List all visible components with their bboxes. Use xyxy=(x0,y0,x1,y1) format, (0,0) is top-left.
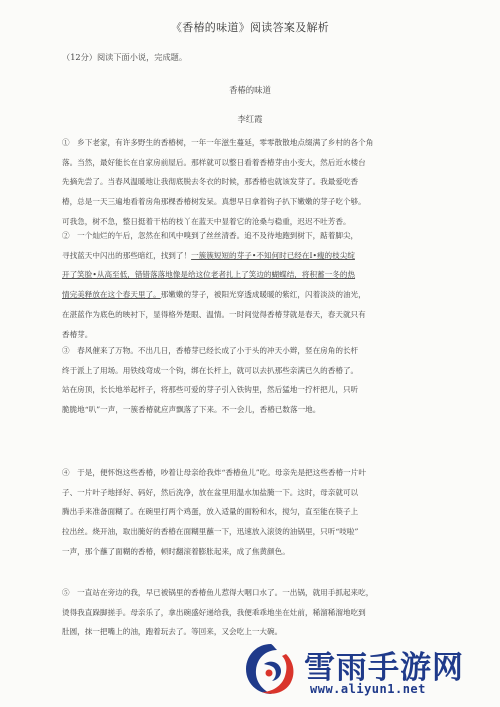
text-line: 腾出手来准备面糊了。在碗里打两个鸡蛋，放入适量的面粉和水，搅匀，直至能在筷子上 xyxy=(62,507,359,517)
underlined-sentence: 一簇簇短短的芽子•不知何时已经在Ⅰ•瘦的枝尖绽 xyxy=(191,250,355,260)
watermark-url: www.aliyun1.net xyxy=(310,682,426,696)
text-line: 椿，总是一天三遍地看着房角那棵香椿树发呆。真想早日拿着钩子扒下嫩嫩的芽子吃个够。 xyxy=(62,197,366,207)
text-line: 终于派上了用场。用铁线弯成一个钩，绑在长杆上，就可以去扒那些亲满已久的香椿了。 xyxy=(62,365,359,375)
story-author: 李红霞 xyxy=(237,114,263,124)
text-segment: 寻找蓝天中闪出的那些暗红，找到了！ xyxy=(62,250,192,260)
text-line: 一声，那个蘸了面糊的香椿，顿时翻滚着膨胀起来，成了焦黄颜色。 xyxy=(62,546,290,556)
text-line xyxy=(62,246,446,266)
swirl-logo-icon xyxy=(242,640,300,698)
text-segment: 那嫩嫩的芽子，被阳光穿透成暖暖的紫红，闪着淡淡的油光， xyxy=(160,290,366,300)
site-watermark xyxy=(238,634,500,707)
text-line: 烫得我直跺脚搓手。母亲乐了，拿出碗盛好递给我，我便乖乖地坐在灶前，稀溜稀溜地吃到 xyxy=(62,607,366,617)
watermark-site-name: 雪雨手游网 xyxy=(304,650,464,686)
text-line: 在湛蓝作为底色的映衬下，显得格外楚眼、温情。一时间觉得香椿芽就是春天，春天就只有 xyxy=(62,309,366,319)
story-title: 香椿的味道 xyxy=(229,85,271,95)
paragraph-1 xyxy=(62,133,446,232)
text-line xyxy=(62,285,446,305)
underlined-line: 开了笑脸•从高至低，错错落落地像是给这位老者扎上了笑边的蝴蝶结，将积蓄一冬的热 xyxy=(62,270,356,280)
text-line: 可我急，树不急，整日挺着干枯的枝丫在蓝天中显着它的沧桑与稳重，迟迟不吐芳香。 xyxy=(62,216,351,226)
paragraph-2 xyxy=(62,226,446,344)
text-line: 拉出丝。烧开油，取出腌好的香椿在面糊里蘸一下，迅速放入滚烫的油锅里，只听“吱啦” xyxy=(62,527,359,537)
question-intro: （12分）阅读下面小说，完成题。 xyxy=(62,52,188,62)
text-line: 先摘先尝了。当春风温暖地让我彻底脱去冬衣的时候，那香椿也就该发芽了。我最爱吃香 xyxy=(62,177,359,187)
text-line: 香椿芽。 xyxy=(62,329,93,339)
text-line: 站在房顶，长长地举起杆子，将那些可爱的芽子引入铁钩里，然后猛地一拧杆把儿，只听 xyxy=(62,385,359,395)
text-line: ② 一个灿烂的午后，忽然在和风中嗅到了丝丝清香。追不及待地跑到树下，踮着脚尖， xyxy=(62,231,359,240)
text-line: 子、一片叶子地择好、码好，然后洗净，放在盆里用温水加盐腌一下。这时，母亲就可以 xyxy=(62,487,359,497)
paragraph-3 xyxy=(62,341,446,420)
text-line: ③ 春风催来了万物。不出几日，香椿芽已经长成了小于头的冲天小辫，竖在房角的长杆 xyxy=(62,346,359,355)
paragraph-4 xyxy=(62,463,446,562)
document-title: 《香椿的味道》阅读答案及解析 xyxy=(170,21,330,34)
text-line: ⑤ 一直站在旁边的我，早已被锅里的香椿鱼儿惹得大咽口水了。一出锅，就用手抓起来吃， xyxy=(62,588,374,597)
text-line: 肚圆，抹一把嘴上的油，跑着玩去了。等回来，又会吃上一大碗。 xyxy=(62,627,283,637)
text-line: 脆脆地“叭”一声，一簇香椿就应声飘落了下来。不一会儿，香椿已数落一地。 xyxy=(62,405,321,415)
underlined-segment: 情完美释放在这个春天里了。 xyxy=(62,290,161,300)
text-line: ① 乡下老家，有许多野生的香椿树，一年一年滋生蔓延，零零散散地点缀满了乡村的各个角 xyxy=(62,138,374,147)
text-line: 落。当然，最好能长在自家房前屋后。那样就可以整日看着香椿芽由小变大，然后近水楼台 xyxy=(62,157,366,167)
text-line: ④ 于是，便怀饱这些香椿，吵着让母亲给我炸“香椿鱼儿”吃。母亲先是把这些香椿一片叶 xyxy=(62,468,366,477)
